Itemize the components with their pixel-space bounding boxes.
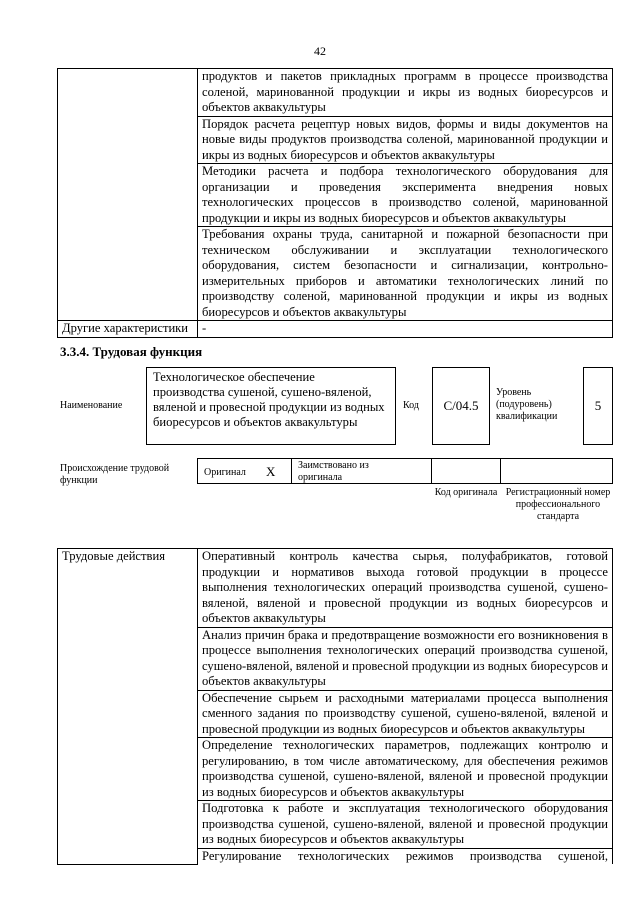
knowledge-item: Требования охраны труда, санитарной и пожарной безопасности при техническом обслуживании и эксплуатации технологического оборудования, систем безопасности и сигнализации, контрольно-измерительных приборов и автоматики технологических линий по производству соленой, маринованной продукции и икры из водных биоресурсов и объектов аквакультуры <box>198 227 613 321</box>
code-box <box>432 367 490 445</box>
origin-code-box <box>431 458 501 484</box>
empty-label-cell <box>58 69 198 321</box>
borrowed-label: Заимствовано из оригинала <box>298 460 369 483</box>
labor-action-item: Обеспечение сырьем и расходными материалами процесса выполнения сменного задания по производству сушеной, сушено-вяленой, вяленой и провесной продукции из водных биоресурсов и объектов аквакультуры <box>198 690 613 738</box>
origin-borrowed-box <box>291 458 432 484</box>
code-label: Код <box>403 400 419 411</box>
table-row <box>58 69 613 117</box>
labor-action-item: Анализ причин брака и предотвращение возможности его возникновения в процессе выполнения технологических операций производства сушеной, сушено-вяленой, вяленой и провесной продукции из водных биоресурсов и объектов аквакультуры <box>198 627 613 690</box>
code-value: C/04.5 <box>443 398 479 413</box>
function-name-value: Технологическое обеспечение производства сушеной, сушено-вяленой, вяленой и провесной продукции из водных биоресурсов и объектов аквакультуры <box>153 370 385 429</box>
other-characteristics-value: - <box>198 321 613 338</box>
knowledge-table <box>57 68 613 338</box>
reg-caption: Регистрационный номер профессионального стандарта <box>505 487 611 522</box>
section-title: 3.3.4. Трудовая функция <box>60 344 203 359</box>
table-row <box>58 321 613 338</box>
labor-action-item: Подготовка к работе и эксплуатация технологического оборудования производства сушеной, сушено-вяленой, вяленой и провесной продукции из водных биоресурсов и объектов аквакультуры <box>198 801 613 849</box>
labor-action-item: Оперативный контроль качества сырья, полуфабрикатов, готовой продукции и нормативов выхода готовой продукции в процессе выполнения технологических операций производства сушеной, сушено-вяленой, вяленой и провесной продукции из водных биоресурсов и объектов аквакультуры <box>198 549 613 628</box>
code-caption: Код оригинала <box>434 487 498 498</box>
level-label: Уровень (подуровень) квалификации <box>496 387 558 422</box>
original-mark: X <box>266 464 276 479</box>
labor-action-item: Определение технологических параметров, подлежащих контролю и регулированию, в том числе автоматическому, для обеспечения режимов производства сушеной, сушено-вяленой, вяленой и провесной продукции из водных биоресурсов и объектов аквакультуры <box>198 738 613 801</box>
name-label: Наименование <box>60 400 123 411</box>
labor-action-item: Регулирование технологических режимов производства сушеной, <box>198 848 613 864</box>
original-label: Оригинал <box>204 467 246 478</box>
knowledge-item: продуктов и пакетов прикладных программ в процессе производства соленой, маринованной продукции и икры из водных биоресурсов и объектов аквакультуры <box>198 69 613 117</box>
origin-reg-box <box>500 458 613 484</box>
knowledge-item: Порядок расчета рецептур новых видов, формы и виды документов на новые виды продуктов производства соленой, маринованной продукции и икры из водных биоресурсов и объектов аквакультуры <box>198 116 613 164</box>
origin-label: Происхождение трудовой функции <box>60 463 170 486</box>
other-characteristics-label: Другие характеристики <box>58 321 198 338</box>
knowledge-item: Методики расчета и подбора технологического оборудования для организации и проведения эксперимента внедрения новых технологических процессов в производство соленой, маринованной продукции и икры из водных биоресурсов и объектов аквакультуры <box>198 164 613 227</box>
function-name-box <box>146 367 396 445</box>
table-row <box>58 549 613 628</box>
origin-original-box <box>197 458 292 484</box>
level-box <box>583 367 613 445</box>
level-value: 5 <box>594 398 602 413</box>
page-number: 42 <box>314 44 326 58</box>
labor-actions-table <box>57 548 613 865</box>
labor-actions-label: Трудовые действия <box>58 549 198 865</box>
